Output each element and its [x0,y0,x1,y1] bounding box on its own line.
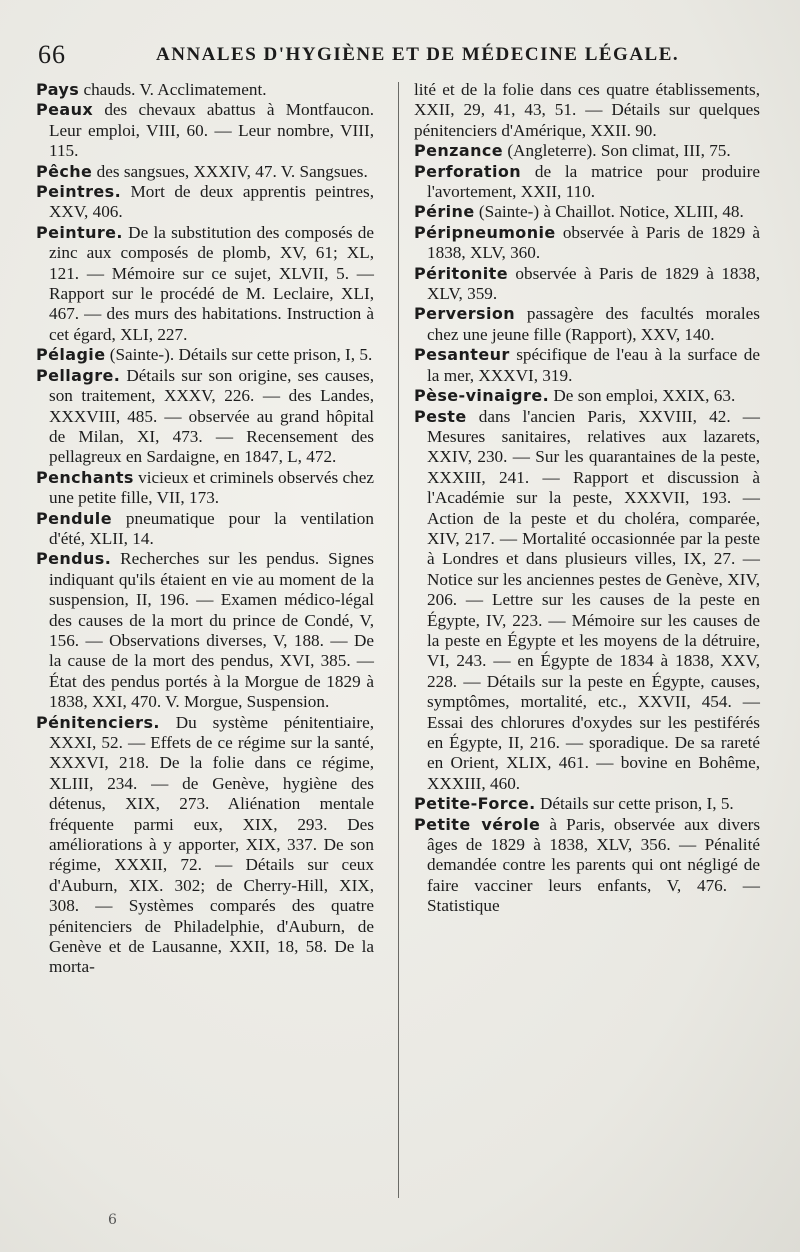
entry-text: Recherches sur les pendus. Signes indiquant qu'ils étaient en vie au moment de la suspension, II, 196. — Examen médico-légal des causes de la mort du prince de Condé, V, 156. — Observations diverses, V, 188. — De la cause de la mort des pendus, XVI, 385. — État des pendus portés à la Morgue de 1829 à 1838, XXI, 470. V. Morgue, Suspension. [49,549,374,712]
right-column [414,80,760,917]
index-entry [414,304,760,345]
page-number: 66 [38,40,66,69]
entry-text: passagère des facultés morales chez une jeune fille (Rapport), XXV, 140. [427,304,760,344]
entry-headword: Péripneumonie [414,222,556,242]
index-entry [414,80,760,141]
running-title: ANNALES D'HYGIÈNE ET DE MÉDECINE LÉGALE. [156,44,680,65]
index-entry [414,223,760,264]
entry-headword: Pénitenciers. [36,712,160,732]
index-entry [414,407,760,795]
index-entry [36,223,374,345]
entry-text: (Sainte-) à Chaillot. Notice, XLIII, 48. [474,202,744,222]
entry-headword: Perversion [414,304,516,324]
entry-text: des chevaux abattus à Montfaucon. Leur emploi, VIII, 60. — Leur nombre, VIII, 115. [49,100,374,161]
entry-headword: Peinture. [36,222,123,242]
entry-headword: Péritonite [414,263,508,283]
entry-text: Détails sur cette prison, I, 5. [535,794,734,814]
index-entry [36,100,374,161]
entry-headword: Penzance [414,141,504,161]
entry-text: dans l'ancien Paris, XXVIII, 42. — Mesures sanitaires, relatives aux lazarets, XXIV, 230. — Sur les quarantaines de la peste, XXXIII, 241. — Rapport et discussion à l'Académie sur la peste, XXXVII, 193. — Action de la peste et du choléra, comparée, XIV, 217. — Mortalité occasionnée par la peste à Londres et dans plusieurs villes, IX, 27. — Notice sur les anciennes pestes de Genève, XIV, 206. — Lettre sur les causes de la peste en Égypte, IV, 223. — Mémoire sur les causes de la peste en Égypte et les moyens de la détruire, VI, 243. — en Égypte de 1834 à 1838, XXV, 228. — Détails sur la peste en Égypte, causes, symptômes, mortalité, etc., XXVII, 454. — Essai des chlorures d'oxydes sur les pestiférés en Égypte, II, 216. — sporadique. De sa rareté en Orient, XLIX, 461. — bovine en Bohême, XXXIII, 460. [427,406,760,793]
entry-text: lité et de la folie dans ces quatre établissements, XXII, 29, 41, 43, 51. — Détails sur quelques pénitenciers d'Amérique, XXII. 90. [414,80,760,140]
entry-headword: Perforation [414,161,522,181]
entry-text: de la matrice pour produire l'avortement, XXII, 110. [427,161,760,202]
index-entry [36,182,374,223]
entry-text: des sangsues, XXXIV, 47. V. Sangsues. [92,161,368,181]
index-entry [36,509,374,550]
index-entry [36,468,374,509]
index-entry [414,794,760,814]
index-entry [414,202,760,222]
entry-text: De la substitution des composés de zinc aux composés de plomb, XV, 61; XL, 121. — Mémoire sur ce sujet, XLVII, 5. — Rapport sur le procédé de M. Leclaire, XLI, 467. — des murs des habitations. Instruction à cet égard, XLI, 227. [49,222,374,344]
entry-headword: Pêche [36,161,93,181]
entry-headword: Pendus. [36,549,112,569]
index-entry [36,162,374,182]
entry-text: observée à Paris de 1829 à 1838, XLV, 360. [427,222,760,263]
entry-headword: Peaux [36,100,94,120]
index-entry [414,815,760,917]
index-entry [36,549,374,712]
entry-headword: Peste [414,406,467,426]
index-entry [36,366,374,468]
entry-headword: Petite-Force. [414,794,536,814]
entry-text: (Angleterre). Son climat, III, 75. [503,141,731,161]
entry-headword: Penchants [36,467,134,487]
entry-text: spécifique de l'eau à la surface de la mer, XXXVI, 319. [427,345,760,385]
entry-headword: Petite vérole [414,814,541,834]
entry-text: pneumatique pour la ventilation d'été, XLII, 14. [49,508,374,548]
entry-text: (Sainte-). Détails sur cette prison, I, 5. [105,345,373,365]
footer-mark: 6 [108,1212,117,1228]
index-entry [36,345,374,365]
entry-headword: Périne [414,202,475,222]
entry-headword: Pélagie [36,345,106,365]
entry-text: Mort de deux apprentis peintres, XXV, 406. [49,182,374,222]
index-entry [414,162,760,203]
column-divider [398,82,399,1198]
entry-text: Détails sur son origine, ses causes, son traitement, XXXV, 226. — des Landes, XXXVIII, 485. — observée au grand hôpital de Milan, XI, 473. — Recensement des pellagreux en Sardaigne, en 1847, L, 472. [49,365,374,467]
entry-text: De son emploi, XXIX, 63. [549,386,736,406]
entry-headword: Pendule [36,508,112,528]
index-entry [36,713,374,978]
index-entry [414,141,760,161]
entry-headword: Pays [36,80,80,99]
entry-text: vicieux et criminels observés chez une petite fille, VII, 173. [49,467,374,508]
entry-headword: Pellagre. [36,365,121,385]
entry-headword: Peintres. [36,182,122,202]
index-entry [414,264,760,305]
entry-headword: Pesanteur [414,345,510,365]
entry-text: Du système pénitentiaire, XXXI, 52. — Effets de ce régime sur la santé, XXXVI, 218. De la folie dans ce régime, XLIII, 234. — de Genève, hygiène des détenus, XIX, 273. Aliénation mentale fréquente parmi eux, XIX, 293. Des améliorations à y apporter, XIX, 337. De son régime, XXXII, 72. — Détails sur ceux d'Auburn, XIX. 302; de Cherry-Hill, XIX, 308. — Systèmes comparés des quatre pénitenciers de Philadelphie, d'Auburn, de Genève et de Lausanne, XXII, 18, 58. De la morta- [49,712,374,977]
index-entry [36,80,374,100]
entry-text: à Paris, observée aux divers âges de 1829 à 1838, XLV, 356. — Pénalité demandée contre les parents qui ont négligé de faire vacciner leurs enfants, V, 476. — Statistique [427,814,761,916]
entry-headword: Pèse-vinaigre. [414,386,550,406]
index-entry [414,345,760,386]
entry-text: chauds. V. Acclimatement. [79,80,267,99]
index-entry [414,386,760,406]
entry-text: observée à Paris de 1829 à 1838, XLV, 359. [427,263,760,304]
page-header [38,40,768,70]
left-column [36,80,374,978]
